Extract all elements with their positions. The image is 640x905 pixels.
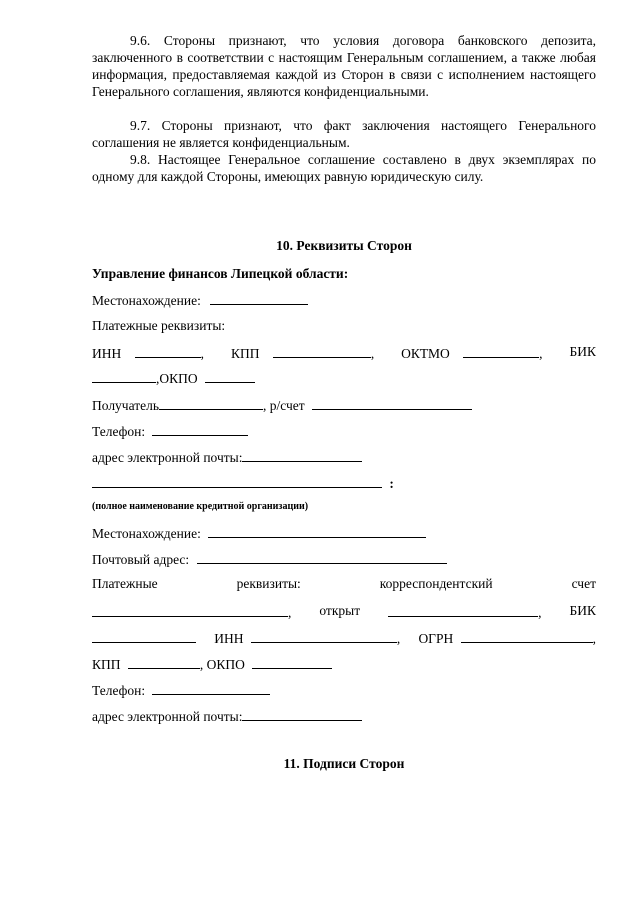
party2-ogrn-blank: [461, 629, 593, 643]
party2-name-caption: (полное наименование кредитной организации): [92, 501, 309, 512]
party2-okpo-label: , ОКПО: [199, 657, 245, 672]
party2-postal-label: Почтовый адрес:: [92, 552, 190, 567]
paragraph-9-8: 9.8. Настоящее Генеральное соглашение составлено в двух экземплярах по одному для каждой Стороны, имеющих равную юридическую силу.: [92, 152, 596, 184]
party1-kpp-label: КПП: [230, 346, 260, 361]
party2-bik-blank: [92, 629, 196, 643]
party1-recipient-blank: [159, 396, 263, 410]
party1-bik-blank: [92, 369, 156, 383]
party2-phone-row: [92, 681, 596, 699]
party2-account-label: счет: [571, 576, 596, 591]
party2-inn-blank: [251, 629, 397, 643]
party2-payment-label: Платежные: [92, 576, 158, 591]
party1-email-blank: [242, 448, 362, 462]
party2-email-blank: [242, 707, 362, 721]
party1-location-label: Местонахождение:: [92, 293, 201, 308]
party1-okpo-row: [92, 369, 596, 387]
party1-phone-row: [92, 422, 596, 440]
party2-location-row: [92, 524, 596, 542]
party2-kpp-blank: [128, 655, 200, 669]
party2-opened-blank: [388, 603, 538, 617]
party2-kpp-label: КПП: [92, 657, 121, 672]
party1-inn-label: ИНН: [92, 346, 122, 361]
party1-account-label: , р/счет: [263, 398, 305, 413]
party1-okpo-blank: [205, 369, 255, 383]
party2-location-label: Местонахождение:: [92, 526, 201, 541]
party1-kpp-blank: [273, 344, 371, 358]
party2-inn-label: ИНН: [214, 631, 244, 646]
party1-recipient-row: [92, 396, 596, 414]
paragraph-9-6: 9.6. Стороны признают, что условия договора банковского депозита, заключенного в соответствии с настоящим Генеральным соглашением, а также любая информация, предоставляемая каждой из Сторон в связи с исполнением настоящего Генерального соглашения, являются конфиденциальными.: [92, 33, 596, 99]
party1-account-blank: [312, 396, 472, 410]
party2-bik-label: БИК: [569, 603, 596, 618]
party2-email-label: адрес электронной почты:: [92, 709, 243, 724]
party2-opened-label: открыт: [319, 603, 361, 618]
party1-oktmo-label: ОКТМО: [401, 346, 450, 361]
party2-requisites-label: реквизиты:: [236, 576, 301, 591]
party1-codes-row: ИНН , КПП , ОКТМО , БИК: [92, 344, 596, 361]
section-11-title: 11. Подписи Сторон: [283, 756, 405, 771]
party1-payment-label: Платежные реквизиты:: [92, 318, 226, 333]
party2-inn-row: ИНН , ОГРН ,: [92, 629, 596, 647]
party1-location-blank: [210, 291, 308, 305]
party2-corr-label: корреспондентский: [379, 576, 493, 591]
party1-bik-label: БИК: [569, 344, 596, 359]
party1-email-row: [92, 448, 596, 466]
party1-inn-blank: [135, 344, 201, 358]
party2-postal-blank: [197, 550, 447, 564]
party2-phone-label: Телефон:: [92, 683, 146, 698]
party1-okpo-label: ,ОКПО: [156, 371, 198, 386]
party2-name-blank: [92, 474, 382, 488]
party2-payment-row: [92, 576, 596, 592]
party1-email-label: адрес электронной почты:: [92, 450, 243, 465]
party1-oktmo-blank: [463, 344, 539, 358]
party2-okpo-blank: [252, 655, 332, 669]
party2-opened-row: , открыт , БИК: [92, 603, 596, 621]
party2-location-blank: [208, 524, 426, 538]
party1-phone-label: Телефон:: [92, 424, 146, 439]
party2-kpp-row: [92, 655, 596, 673]
party2-colon: :: [389, 476, 394, 491]
party1-name: Управление финансов Липецкой области:: [92, 266, 349, 281]
party1-recipient-label: Получатель: [92, 398, 160, 413]
section-10-title: 10. Реквизиты Сторон: [276, 238, 412, 253]
party2-phone-blank: [152, 681, 270, 695]
party1-phone-blank: [152, 422, 248, 436]
party2-postal-row: [92, 550, 596, 568]
party2-ogrn-label: ОГРН: [418, 631, 454, 646]
party2-account-blank: [92, 603, 288, 617]
party1-location-row: [92, 291, 596, 309]
party2-name-row: [92, 474, 596, 492]
party2-email-row: [92, 707, 596, 725]
paragraph-9-7: 9.7. Стороны признают, что факт заключения настоящего Генерального соглашения не является конфиденциальным.: [92, 118, 596, 150]
